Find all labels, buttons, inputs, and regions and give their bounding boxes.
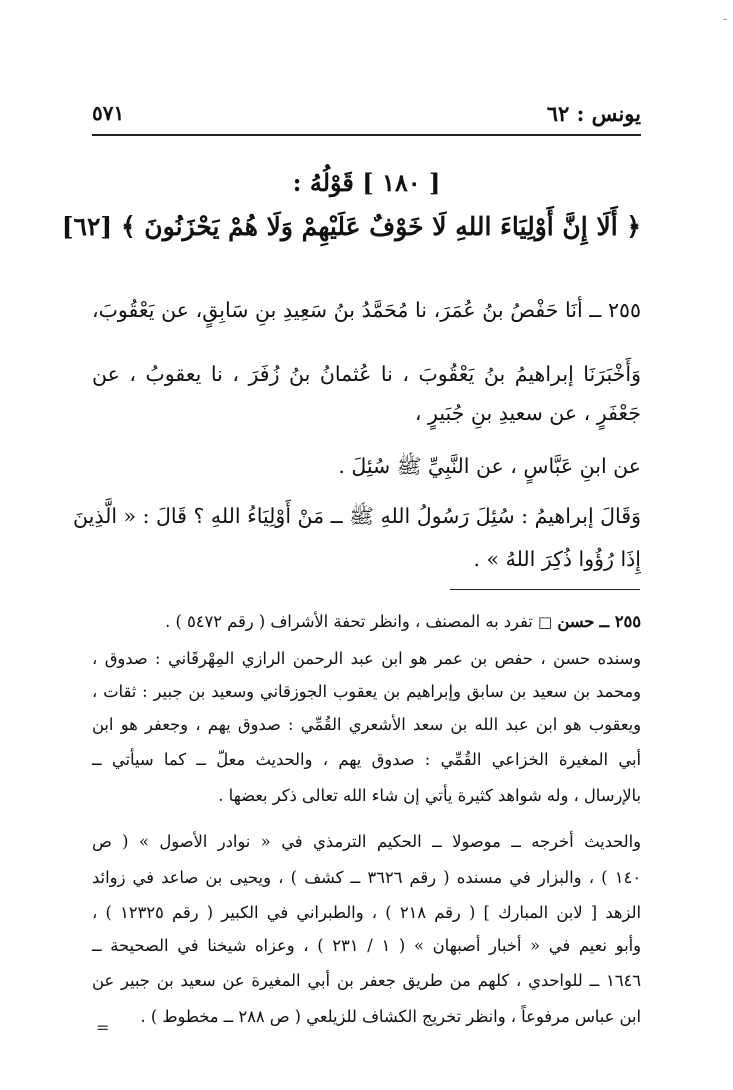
footnote-line: والحديث أخرجه ــ موصولا ــ الحكيم الترمذي في « نوادر الأصول » ( ص — [92, 832, 641, 851]
footnote-rule — [450, 589, 640, 590]
page-number: ٥٧١ — [92, 101, 125, 125]
hadith-line: جَعْفَرٍ ، عن سعيدِ بنِ جُبَيرٍ ، — [414, 401, 641, 425]
footnote-line: ١٤٠ ) ، والبزار في مسنده ( رقم ٣٦٢٦ ــ كشف ) ، ويحيى بن صاعد في زوائد — [92, 868, 641, 887]
header-rule — [92, 134, 641, 136]
header-title: يونس : ٦٢ — [546, 100, 641, 126]
box-icon: □ — [537, 613, 553, 631]
footnote-line: ابن عباس مرفوعاً ، وانظر تخريج الكشاف للزيلعي ( ص ٢٨٨ ــ مخطوط ) . — [140, 1007, 641, 1026]
footnote-number: ٢٥٥ ــ — [599, 612, 641, 631]
footnote-line: ١٦٤٦ ــ للواحدي ، كلهم من طريق جعفر بن أبي المغيرة عن سعيد بن جبير عن — [92, 971, 641, 990]
corner-mark: - — [722, 12, 727, 26]
section-heading: [ ١٨٠ ] قَوْلُهُ : — [292, 168, 441, 197]
quran-verse: ﴿ أَلَا إِنَّ أَوْلِيَاءَ اللهِ لَا خَوْفٌ عَلَيْهِمْ وَلَا هُمْ يَحْزَنُونَ ﴾ [٦٢] — [61, 212, 641, 241]
hadith-line: وَأَخْبَرَنَا إبراهيمُ بنُ يَعْقُوبَ ، نا عُثمانُ بنُ زُفَرَ ، نا يعقوبُ ، عن — [92, 362, 641, 386]
footnote-line: ويعقوب هو ابن عبد الله بن سعد الأشعري القُمِّي : صدوق يهم ، وجعفر هو ابن — [92, 715, 641, 734]
footnote-text: تفرد به المصنف ، وانظر تحفة الأشراف ( رقم ٥٤٧٢ ) . — [165, 612, 533, 631]
footnote-line: أبي المغيرة الخزاعي القُمِّي : صدوق يهم ، والحديث معلّ ــ كما سيأتي ــ — [92, 750, 641, 769]
hadith-line: وَقَالَ إبراهيمُ : سُئِلَ رَسُولُ اللهِ ﷺ ــ مَنْ أَوْلِيَاءُ اللهِ ؟ قَالَ : « الَّذِينَ — [73, 504, 641, 528]
hadith-line: إِذَا رُؤُوا ذُكِرَ اللهُ » . — [473, 547, 641, 571]
footnote-line: بالإرسال ، وله شواهد كثيرة يأتي إن شاء الله تعالى ذكر بعضها . — [218, 786, 641, 805]
footnote-line: ومحمد بن سعيد بن سابق وإبراهيم بن يعقوب الجوزقاني وسعيد بن جبير : ثقات ، — [92, 682, 641, 701]
hadith-line: عن ابنِ عَبَّاسٍ ، عن النَّبِيِّ ﷺ سُئِلَ . — [338, 454, 641, 478]
hadith-grade: حسن — [557, 612, 595, 631]
running-header — [92, 98, 641, 128]
footnote-line: وسنده حسن ، حفص بن عمر هو ابن عبد الرحمن الرازي المِهْرقَاني : صدوق ، — [92, 649, 641, 668]
hadith-line: ٢٥٥ ــ أنَا حَفْصُ بنُ عُمَرَ، نا مُحَمَّدُ بنُ سَعِيدِ بنِ سَابِقٍ، عن يَعْقُوبَ، — [92, 298, 641, 322]
footnote-line: وأبو نعيم في « أخبار أصبهان » ( ١ / ٢٣١ ) ، وعزاه شيخنا في الصحيحة ــ — [92, 936, 642, 955]
footnote-line: الزهد [ لابن المبارك ] ( رقم ٢١٨ ) ، والطبراني في الكبير ( رقم ١٢٣٢٥ ) ، — [92, 903, 641, 922]
continuation-mark: = — [96, 1018, 110, 1037]
footnote-line — [92, 614, 641, 630]
